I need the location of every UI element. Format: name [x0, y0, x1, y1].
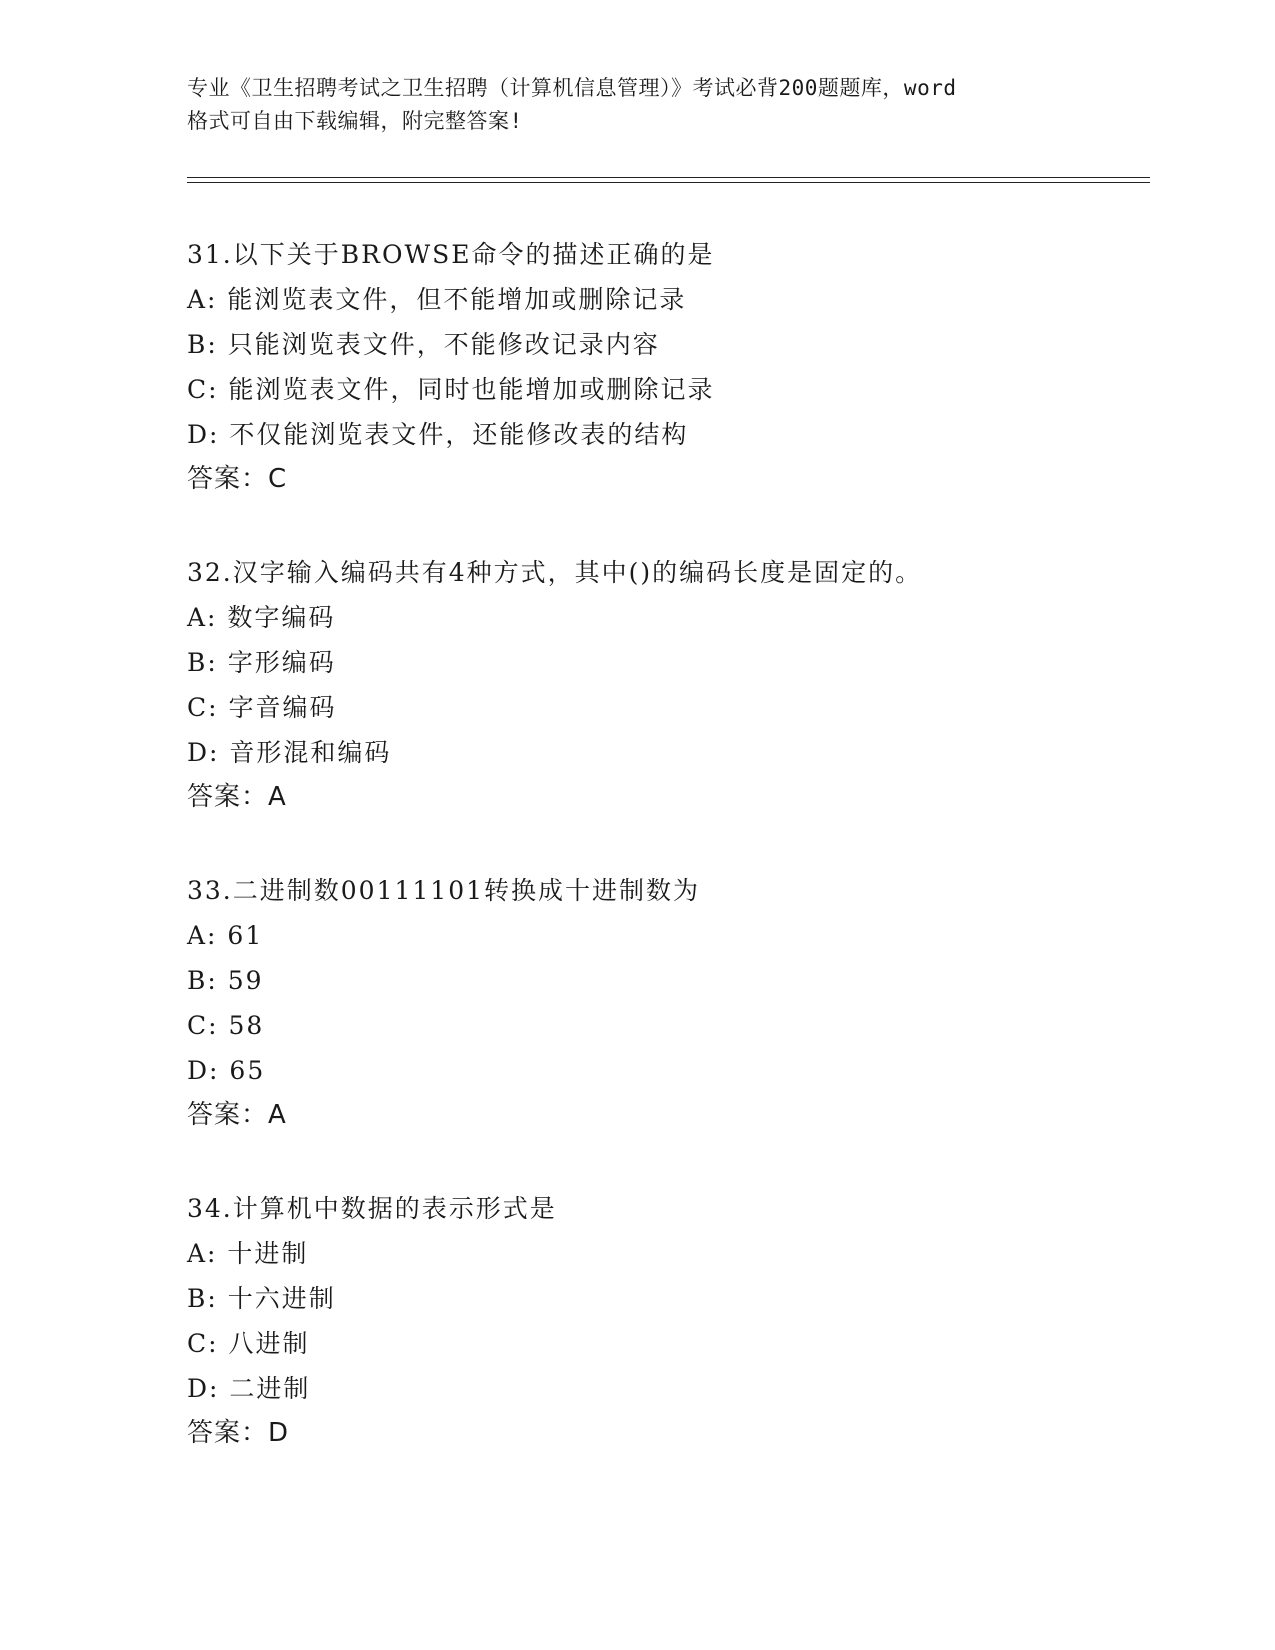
question-stem: 31.以下关于BROWSE命令的描述正确的是 [187, 240, 715, 269]
option-b: B: 59 [187, 966, 264, 995]
option-c: C: 58 [187, 1011, 265, 1040]
option-d: D: 不仅能浏览表文件，还能修改表的结构 [187, 420, 689, 449]
answer-label: 答案：D [187, 1418, 290, 1448]
option-b: B: 十六进制 [187, 1284, 336, 1313]
option-a: A: 能浏览表文件，但不能增加或删除记录 [187, 285, 687, 314]
option-c: C: 字音编码 [187, 693, 337, 722]
question-34 [187, 1186, 1147, 1456]
answer-label: 答案：A [187, 782, 287, 812]
header-divider-top [187, 177, 1150, 178]
answer-label: 答案：C [187, 464, 288, 494]
question-stem: 32.汉字输入编码共有4种方式，其中()的编码长度是固定的。 [187, 558, 923, 587]
option-c: C: 八进制 [187, 1329, 310, 1358]
question-stem: 33.二进制数00111101转换成十进制数为 [187, 876, 701, 905]
option-c: C: 能浏览表文件，同时也能增加或删除记录 [187, 375, 715, 404]
header-line-2: 格式可自由下载编辑，附完整答案! [187, 109, 523, 133]
option-d: D: 65 [187, 1056, 266, 1085]
option-a: A: 十进制 [187, 1239, 309, 1268]
question-31 [187, 232, 1147, 502]
header-line-1: 专业《卫生招聘考试之卫生招聘（计算机信息管理）》考试必背200题题库，word [187, 76, 957, 100]
header-divider-bottom [187, 182, 1150, 183]
option-a: A: 61 [187, 921, 264, 950]
document-header [187, 72, 1087, 138]
question-32 [187, 550, 1147, 820]
option-a: A: 数字编码 [187, 603, 336, 632]
option-b: B: 只能浏览表文件，不能修改记录内容 [187, 330, 660, 359]
option-d: D: 二进制 [187, 1374, 311, 1403]
option-d: D: 音形混和编码 [187, 738, 392, 767]
question-33 [187, 868, 1147, 1138]
answer-label: 答案：A [187, 1100, 287, 1130]
option-b: B: 字形编码 [187, 648, 336, 677]
question-stem: 34.计算机中数据的表示形式是 [187, 1194, 557, 1223]
